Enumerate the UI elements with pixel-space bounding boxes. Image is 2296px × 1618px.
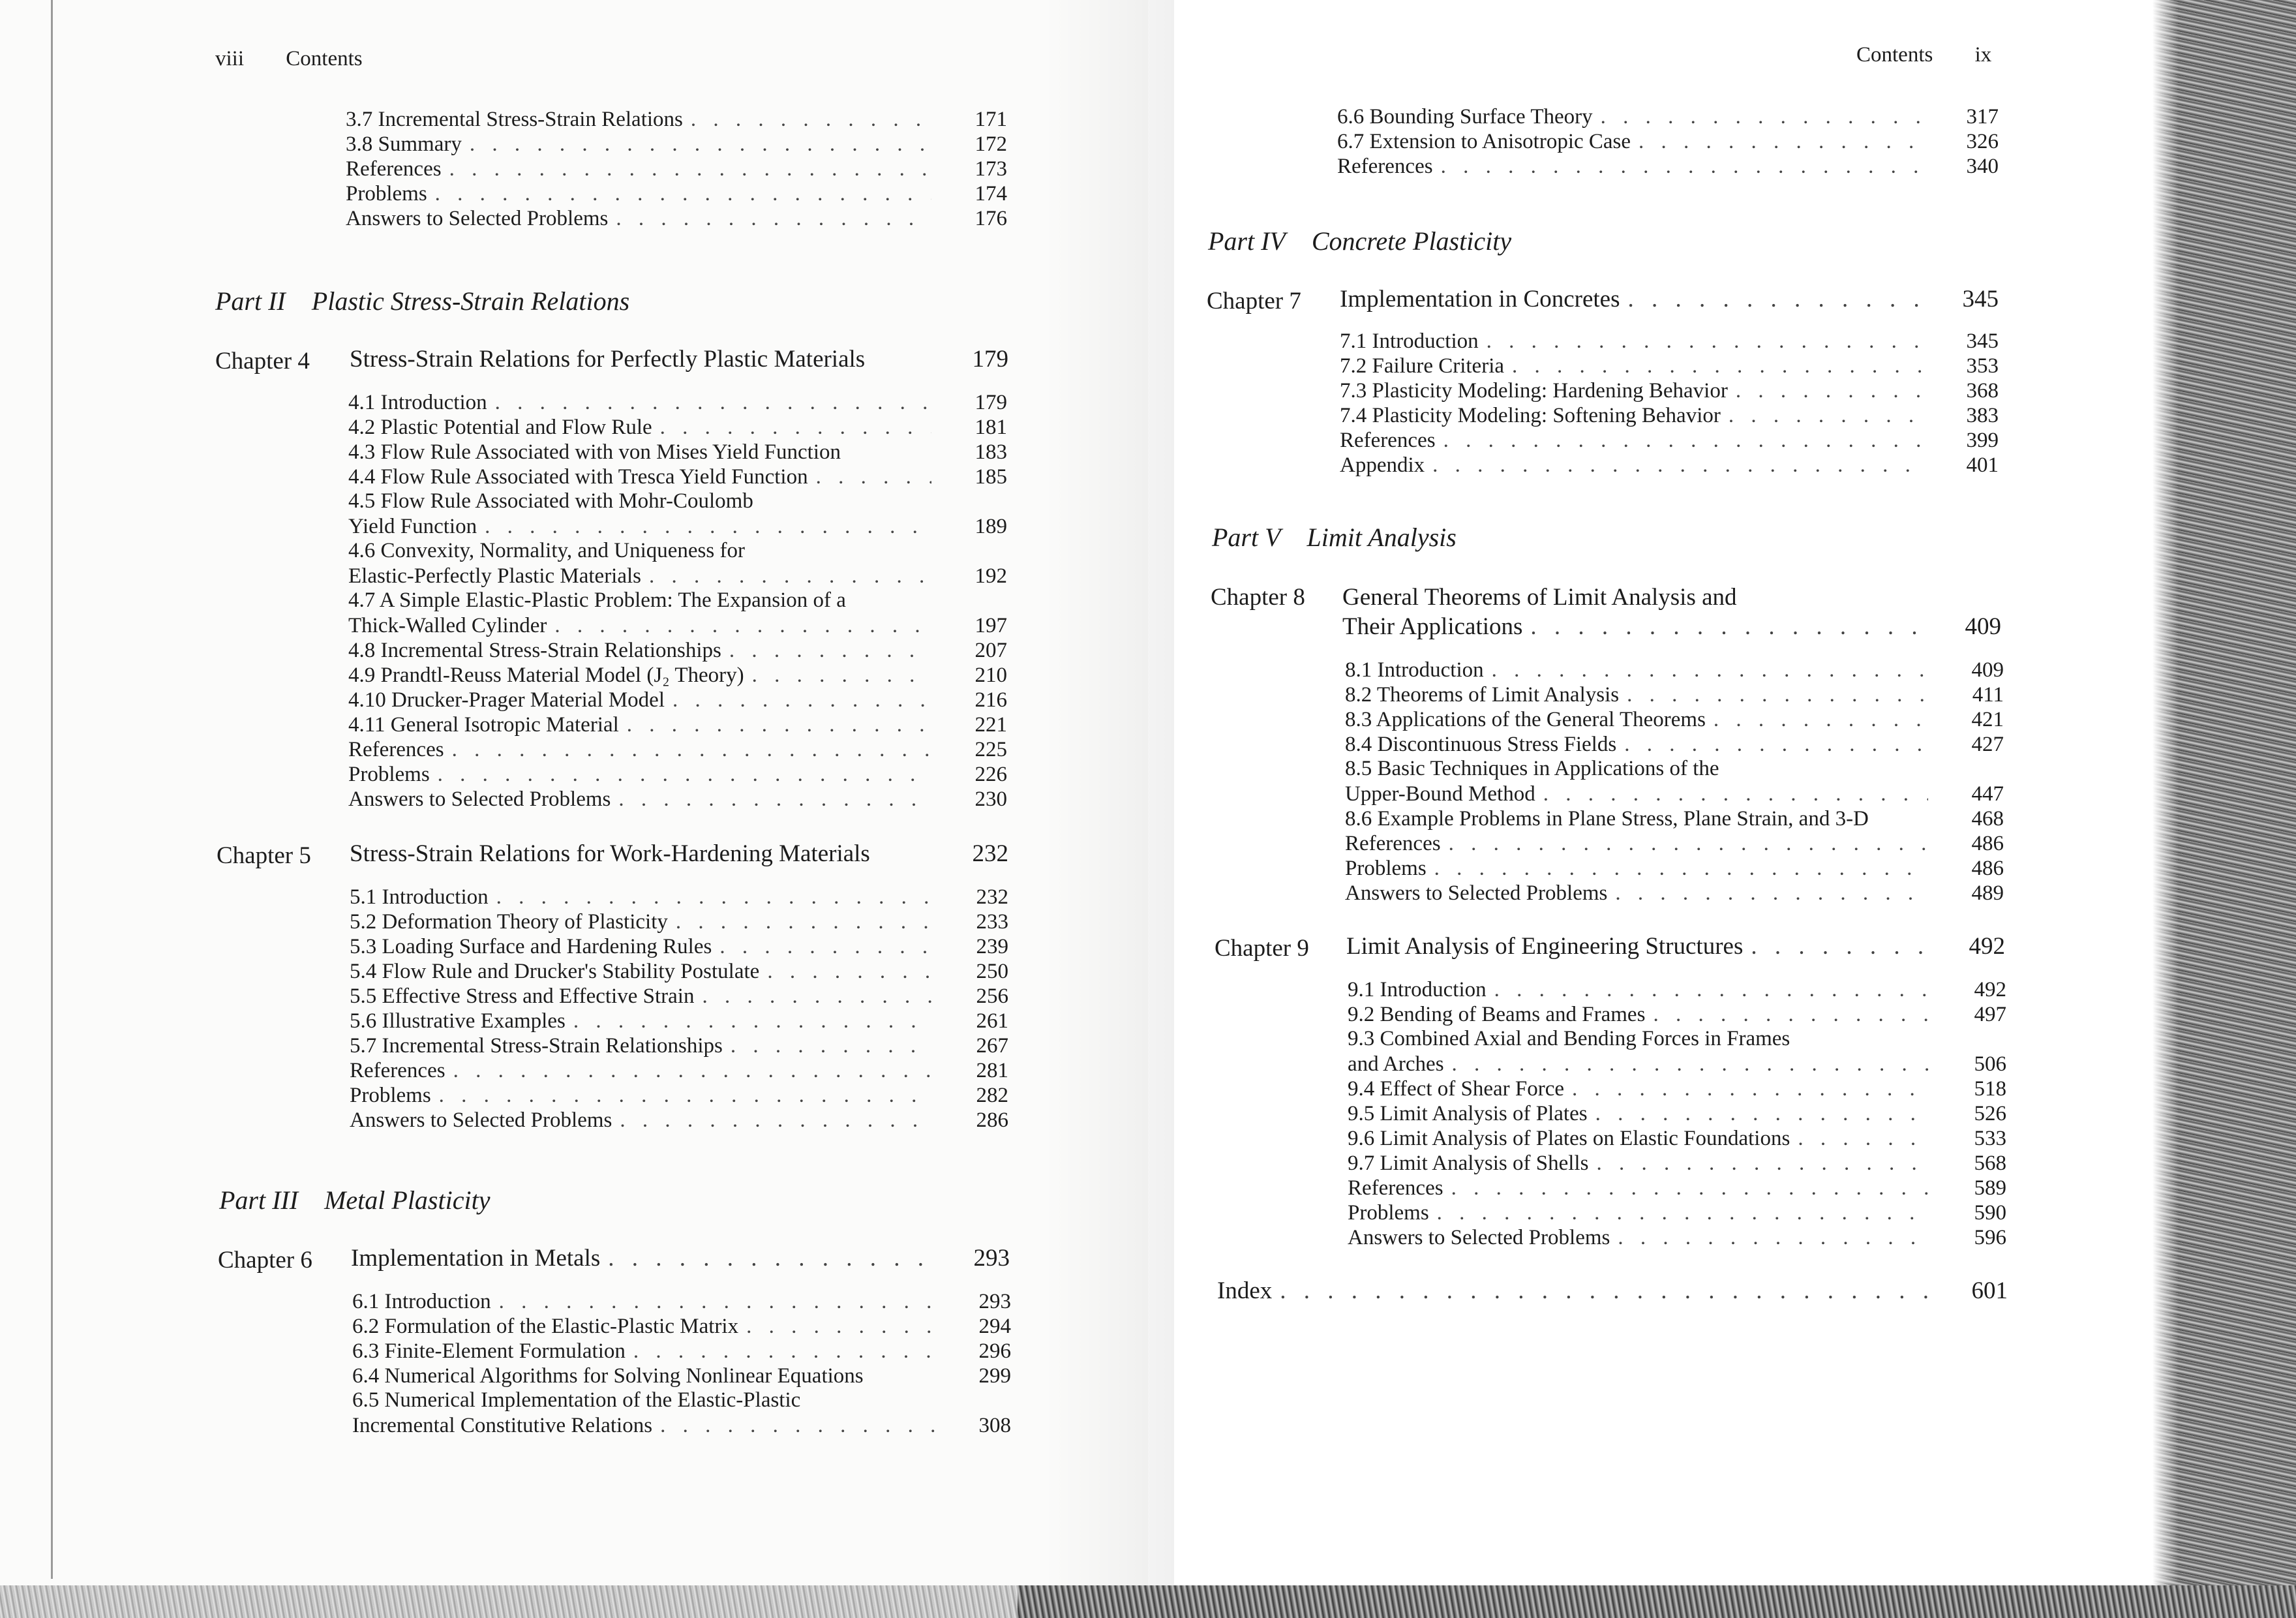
toc-entry[interactable]: References . . . 399 [1340, 428, 1931, 453]
toc-entry[interactable]: 6.4 Numerical Algorithms for Solving Nonlinear Equations 299 [352, 1364, 1011, 1388]
chapter-heading[interactable]: Stress-Strain Relations for Work-Hardening Materials 232 [350, 840, 1008, 867]
toc-entry[interactable]: 7.2 Failure Criteria . . . 353 [1340, 354, 1931, 378]
binding-shadow [1044, 0, 1174, 1585]
index-entry[interactable]: Index . . . 601 [1217, 1279, 1940, 1304]
toc-entry[interactable]: 4.10 Drucker-Prager Material Model . . . 216 [348, 688, 939, 712]
chapter-label: Chapter 7 [1207, 288, 1301, 314]
toc-entry[interactable]: Appendix . . . 401 [1340, 453, 1931, 478]
toc-entry[interactable]: 9.6 Limit Analysis of Plates on Elastic Foundations . . . 533 [1348, 1126, 1939, 1151]
toc-entry[interactable]: 4.3 Flow Rule Associated with von Mises Yield Function 183 [348, 440, 1007, 464]
toc-entry[interactable]: Problems . . . 226 [348, 762, 939, 787]
chapter-heading[interactable]: Limit Analysis of Engineering Structures . . . 492 [1346, 934, 1937, 959]
toc-entry[interactable]: 4.11 General Isotropic Material . . . 221 [348, 712, 939, 737]
toc-entry[interactable]: 8.1 Introduction . . . 409 [1345, 658, 1936, 682]
toc-entry[interactable]: Problems . . . 282 [350, 1083, 941, 1108]
toc-entry[interactable]: 8.4 Discontinuous Stress Fields . . . 427 [1345, 732, 1936, 757]
toc-entry[interactable]: 6.6 Bounding Surface Theory . . . 317 [1337, 104, 1931, 129]
toc-entry[interactable]: References . . . 486 [1345, 831, 1936, 856]
toc-entry[interactable]: 4.2 Plastic Potential and Flow Rule . . . 181 [348, 415, 939, 440]
toc-entry[interactable]: 5.6 Illustrative Examples . . . 261 [350, 1009, 941, 1033]
toc-entry[interactable]: 8.6 Example Problems in Plane Stress, Plane Strain, and 3-D 468 [1345, 807, 2004, 831]
toc-entry[interactable]: 6.1 Introduction . . . 293 [352, 1289, 943, 1314]
chapter-label: Chapter 4 [215, 348, 310, 374]
toc-entry[interactable]: 9.7 Limit Analysis of Shells . . . 568 [1348, 1151, 1939, 1176]
toc-entry[interactable]: 6.2 Formulation of the Elastic-Plastic Matrix . . . 294 [352, 1314, 943, 1339]
toc-entry[interactable]: 5.4 Flow Rule and Drucker's Stability Postulate . . . 250 [350, 959, 941, 984]
toc-entry[interactable]: Yield Function . . . 189 [348, 514, 939, 539]
toc-entry-line[interactable]: 4.6 Convexity, Normality, and Uniqueness for [348, 539, 745, 562]
toc-entry[interactable]: 6.3 Finite-Element Formulation . . . 296 [352, 1339, 943, 1364]
part-heading: Part V Limit Analysis [1212, 523, 1457, 552]
toc-entry-line[interactable]: 9.3 Combined Axial and Bending Forces in Frames [1348, 1027, 1790, 1050]
toc-entry[interactable]: References . . . 340 [1337, 154, 1931, 179]
left-header [215, 47, 363, 71]
toc-entry[interactable]: Incremental Constitutive Relations . . . 308 [352, 1413, 943, 1438]
chapter-heading[interactable]: Implementation in Concretes . . . 345 [1340, 287, 1931, 312]
toc-entry-line[interactable]: 4.5 Flow Rule Associated with Mohr-Coulomb [348, 489, 753, 513]
chapter-label: Chapter 9 [1215, 935, 1309, 962]
toc-entry[interactable]: Problems . . . 486 [1345, 856, 1936, 881]
toc-entry[interactable]: 5.1 Introduction . . . 232 [350, 885, 941, 909]
toc-entry[interactable]: Elastic-Perfectly Plastic Materials . . . 192 [348, 564, 939, 588]
toc-entry[interactable]: 7.3 Plasticity Modeling: Hardening Behavior . . . 368 [1340, 378, 1931, 403]
chapter-heading[interactable]: Implementation in Metals . . . 293 [351, 1246, 942, 1271]
toc-entry[interactable]: Thick-Walled Cylinder . . . 197 [348, 613, 939, 638]
toc-entry[interactable]: 5.3 Loading Surface and Hardening Rules . . . 239 [350, 934, 941, 959]
toc-entry[interactable]: and Arches . . . 506 [1348, 1052, 1939, 1076]
left-header-title: Contents [286, 47, 363, 70]
toc-entry[interactable]: References . . . 589 [1348, 1176, 1939, 1200]
part-heading: Part IV Concrete Plasticity [1208, 226, 1512, 256]
toc-entry[interactable]: 5.7 Incremental Stress-Strain Relationships . . . 267 [350, 1033, 941, 1058]
toc-entry[interactable]: 8.2 Theorems of Limit Analysis . . . 411 [1345, 682, 1936, 707]
toc-entry[interactable]: Answers to Selected Problems . . . 596 [1348, 1225, 1939, 1250]
chapter-heading[interactable]: Their Applications . . . 409 [1342, 615, 1933, 639]
toc-entry[interactable]: 3.7 Incremental Stress-Strain Relations . . . 171 [346, 107, 939, 132]
toc-entry[interactable]: Answers to Selected Problems . . . 230 [348, 787, 939, 812]
chapter-label: Chapter 5 [217, 842, 311, 869]
toc-entry[interactable]: 6.7 Extension to Anisotropic Case . . . 326 [1337, 129, 1931, 154]
toc-entry[interactable]: 8.3 Applications of the General Theorems . . . 421 [1345, 707, 1936, 732]
toc-entry-line[interactable]: 4.7 A Simple Elastic-Plastic Problem: The Expansion of a [348, 588, 846, 612]
toc-entry[interactable]: 3.8 Summary . . . 172 [346, 132, 939, 157]
toc-entry[interactable]: References . . . 173 [346, 157, 939, 181]
chapter-label: Chapter 8 [1211, 584, 1305, 611]
scan-edge-bottom-left [0, 1585, 1018, 1618]
chapter-label: Chapter 6 [218, 1247, 312, 1274]
part-heading: Part III Metal Plasticity [219, 1185, 491, 1215]
toc-entry[interactable]: 9.4 Effect of Shear Force . . . 518 [1348, 1076, 1939, 1101]
toc-entry-line[interactable]: 8.5 Basic Techniques in Applications of the [1345, 757, 1719, 780]
part-heading: Part II Plastic Stress-Strain Relations [215, 286, 630, 316]
toc-entry[interactable]: 4.9 Prandtl-Reuss Material Model (J₂ Theory) . . . 210 [348, 663, 939, 688]
left-page-edge [51, 0, 53, 1579]
toc-entry[interactable]: Answers to Selected Problems . . . 176 [346, 206, 939, 231]
toc-entry[interactable]: References . . . 281 [350, 1058, 941, 1083]
toc-entry[interactable]: 9.2 Bending of Beams and Frames . . . 497 [1348, 1002, 1939, 1027]
toc-entry[interactable]: Problems . . . 174 [346, 181, 939, 206]
scan-edge-fade [2152, 0, 2179, 1618]
left-page-number: viii [215, 47, 245, 70]
toc-entry[interactable]: 4.1 Introduction . . . 179 [348, 390, 939, 415]
toc-entry[interactable]: 7.4 Plasticity Modeling: Softening Behavior . . . 383 [1340, 403, 1931, 428]
toc-entry[interactable]: Answers to Selected Problems . . . 286 [350, 1108, 941, 1133]
toc-entry[interactable]: 5.2 Deformation Theory of Plasticity . . . 233 [350, 909, 941, 934]
toc-entry[interactable]: References . . . 225 [348, 737, 939, 762]
toc-entry[interactable]: 4.4 Flow Rule Associated with Tresca Yield Function . . . 185 [348, 465, 939, 489]
toc-entry-line[interactable]: 6.5 Numerical Implementation of the Elastic-Plastic [352, 1388, 801, 1412]
toc-entry[interactable]: 4.8 Incremental Stress-Strain Relationships . . . 207 [348, 638, 939, 663]
toc-entry[interactable]: 5.5 Effective Stress and Effective Strain . . . 256 [350, 984, 941, 1009]
right-page-number: ix [1974, 43, 1992, 67]
chapter-heading-line[interactable]: General Theorems of Limit Analysis and [1342, 584, 1737, 611]
right-header [1856, 43, 1991, 67]
toc-entry[interactable]: 9.1 Introduction . . . 492 [1348, 977, 1939, 1002]
toc-entry[interactable]: Answers to Selected Problems . . . 489 [1345, 881, 1936, 906]
toc-entry[interactable]: 7.1 Introduction . . . 345 [1340, 329, 1931, 354]
toc-entry[interactable]: Problems . . . 590 [1348, 1200, 1939, 1225]
right-header-title: Contents [1856, 43, 1933, 67]
chapter-heading[interactable]: Stress-Strain Relations for Perfectly Plastic Materials 179 [350, 346, 1008, 373]
toc-entry[interactable]: 9.5 Limit Analysis of Plates . . . 526 [1348, 1101, 1939, 1126]
toc-entry[interactable]: Upper-Bound Method . . . 447 [1345, 782, 1936, 806]
